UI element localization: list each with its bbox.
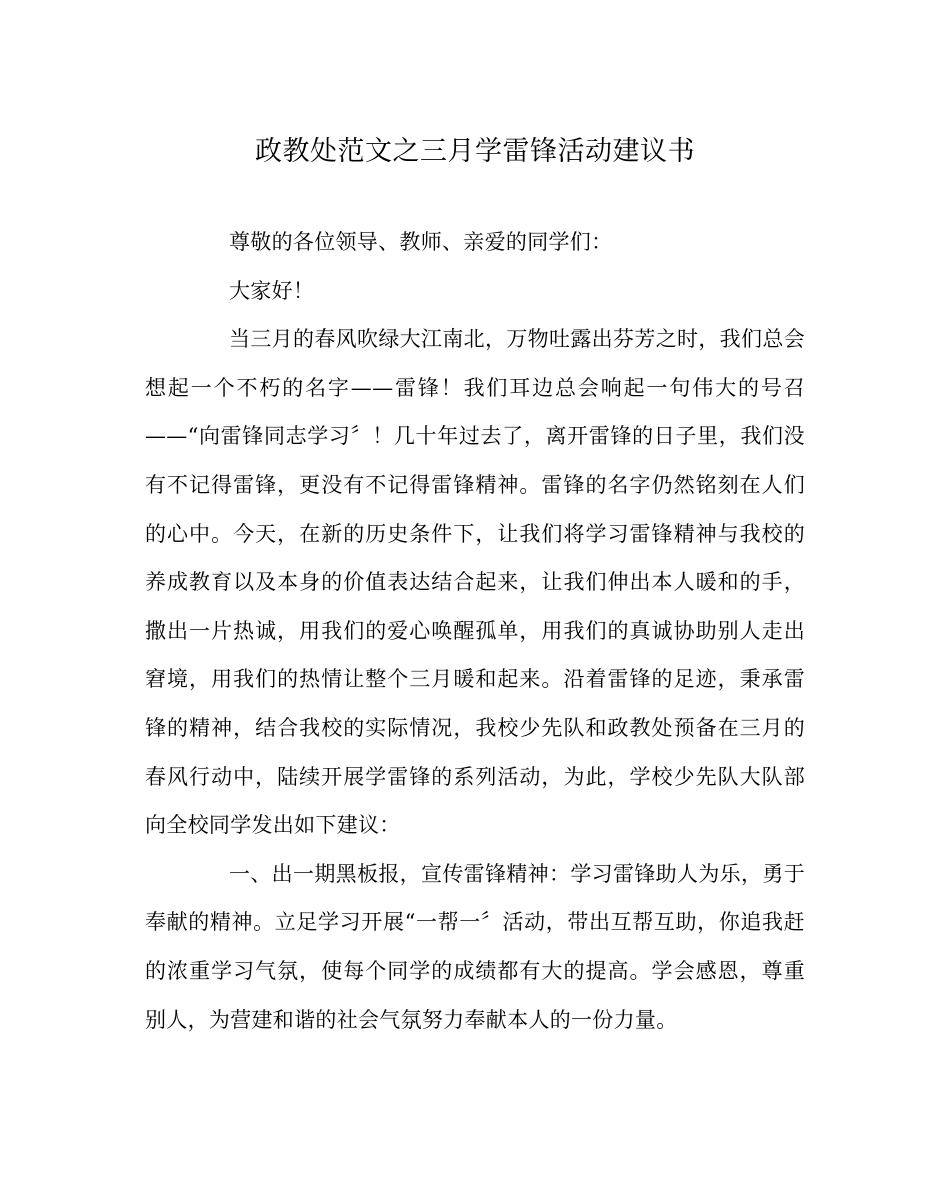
greeting: 大家好！ bbox=[229, 278, 315, 303]
document-body bbox=[145, 218, 805, 1044]
body-paragraph-1: 当三月的春风吹绿大江南北，万物吐露出芬芳之时，我们总会想起一个不朽的名字——雷锋！我们耳边总会响起一句伟大的号召——“向雷锋同志学习〞！几十年过去了，离开雷锋的日子里，我们没有不记得雷锋，更没有不记得雷锋精神。雷锋的名字仍然铭刻在人们的心中。今天，在新的历史条件下，让我们将学习雷锋精神与我校的养成教育以及本身的价值表达结合起来，让我们伸出本人暖和的手，撒出一片热诚，用我们的爱心唤醒孤单，用我们的真诚协助别人走出窘境，用我们的热情让整个三月暖和起来。沿着雷锋的足迹，秉承雷锋的精神，结合我校的实际情况，我校少先队和政教处预备在三月的春风行动中，陆续开展学雷锋的系列活动，为此，学校少先队大队部向全校同学发出如下建议： bbox=[145, 327, 805, 838]
salutation: 尊敬的各位领导、教师、亲爱的同学们： bbox=[229, 230, 613, 254]
body-paragraph-2: 一、出一期黑板报，宣传雷锋精神：学习雷锋助人为乐，勇于奉献的精神。立足学习开展“一帮一〞活动，带出互帮互助，你追我赶的浓重学习气氛，使每个同学的成绩都有大的提高。学会感恩，尊重别人，为营建和谐的社会气氛努力奉献本人的一份力量。 bbox=[145, 861, 805, 1032]
document-title: 政教处范文之三月学雷锋活动建议书 bbox=[255, 136, 695, 167]
